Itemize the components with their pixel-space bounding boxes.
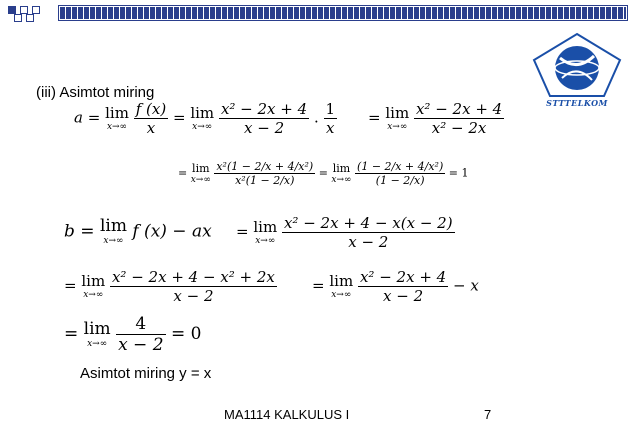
equation-a-row1 — [74, 100, 337, 137]
equals: = — [178, 166, 188, 180]
result-one: 1 — [461, 166, 469, 180]
fraction: $\frac{\text{x² − 2x + 4}}{x - 2}$ — [220, 100, 308, 137]
equals: = — [80, 221, 95, 242]
equation-b-row2-alt — [312, 268, 479, 305]
equals: = — [64, 276, 77, 295]
var-a: a — [74, 108, 83, 127]
fraction: $\frac{f (x)}{x}$ — [135, 100, 167, 137]
minus-x: − x — [452, 276, 479, 295]
institution-logo — [530, 32, 624, 116]
equals: = — [172, 108, 186, 127]
limit: lim x→∞ — [385, 103, 410, 132]
equals: = — [368, 108, 381, 127]
square-icon — [20, 6, 28, 14]
result-zero: 0 — [190, 324, 202, 344]
header-bar — [0, 0, 638, 26]
limit: lim x→∞ — [83, 318, 111, 349]
header-stripe — [60, 7, 626, 19]
logo-text: STTTELKOM — [546, 98, 608, 108]
limit: lim x→∞ — [105, 103, 129, 132]
fraction: $\frac{\text{(1 − 2/x + 4/x²)}}{(1 - 2/x)}$ — [357, 160, 444, 187]
equation-b-row1-result — [236, 214, 455, 251]
fraction: $\frac{4}{x - 2}$ — [118, 314, 164, 355]
fraction: $\frac{\text{x² − 2x + 4 − x² + 2x}}{x - 2}$ — [111, 268, 275, 305]
fraction: $\frac{\text{x² − 2x + 4 − x(x − 2)}}{x - 2}$ — [283, 214, 453, 251]
b-expression: f (x) − ax — [132, 221, 212, 242]
limit: lim x→∞ — [329, 271, 354, 300]
fraction: $\frac{1}{x}$ — [325, 100, 336, 137]
footer-course: MA1114 KALKULUS I — [224, 407, 350, 422]
var-b: b — [64, 221, 75, 242]
equation-b-row1 — [64, 218, 212, 246]
fraction: $\frac{\text{x²(1 − 2/x + 4/x²)}}{\text{x²(1 − 2/x)}}$ — [216, 160, 314, 187]
equation-a-row1-result — [368, 100, 504, 137]
equation-a-row2 — [178, 160, 468, 187]
equals: = — [318, 166, 328, 180]
conclusion: Asimtot miring y = x — [80, 365, 212, 382]
equals: = — [312, 276, 325, 295]
footer-page-number: 7 — [484, 407, 492, 422]
dot: . — [313, 108, 319, 127]
equals: = — [64, 324, 79, 344]
limit: lim x→∞ — [253, 217, 278, 246]
equals: = — [170, 324, 186, 344]
square-icon — [14, 14, 22, 22]
square-icon — [8, 6, 16, 14]
limit: lim x→∞ — [331, 161, 352, 185]
equals: = — [448, 166, 458, 180]
limit: lim x→∞ — [190, 103, 215, 132]
section-heading: (iii) Asimtot miring — [36, 84, 155, 101]
fraction: $\frac{\text{x² − 2x + 4}}{\text{x² − 2x}}$ — [415, 100, 503, 137]
equals: = — [87, 108, 101, 127]
limit: lim x→∞ — [81, 271, 106, 300]
square-icon — [32, 6, 40, 14]
logo-emblem-icon — [530, 32, 624, 98]
equals: = — [236, 222, 249, 241]
fraction: $\frac{\text{x² − 2x + 4}}{x - 2}$ — [359, 268, 447, 305]
equation-b-row3 — [64, 314, 201, 355]
equation-b-row2 — [64, 268, 277, 305]
limit: lim x→∞ — [99, 216, 127, 246]
limit: lim x→∞ — [190, 161, 211, 185]
square-icon — [26, 14, 34, 22]
